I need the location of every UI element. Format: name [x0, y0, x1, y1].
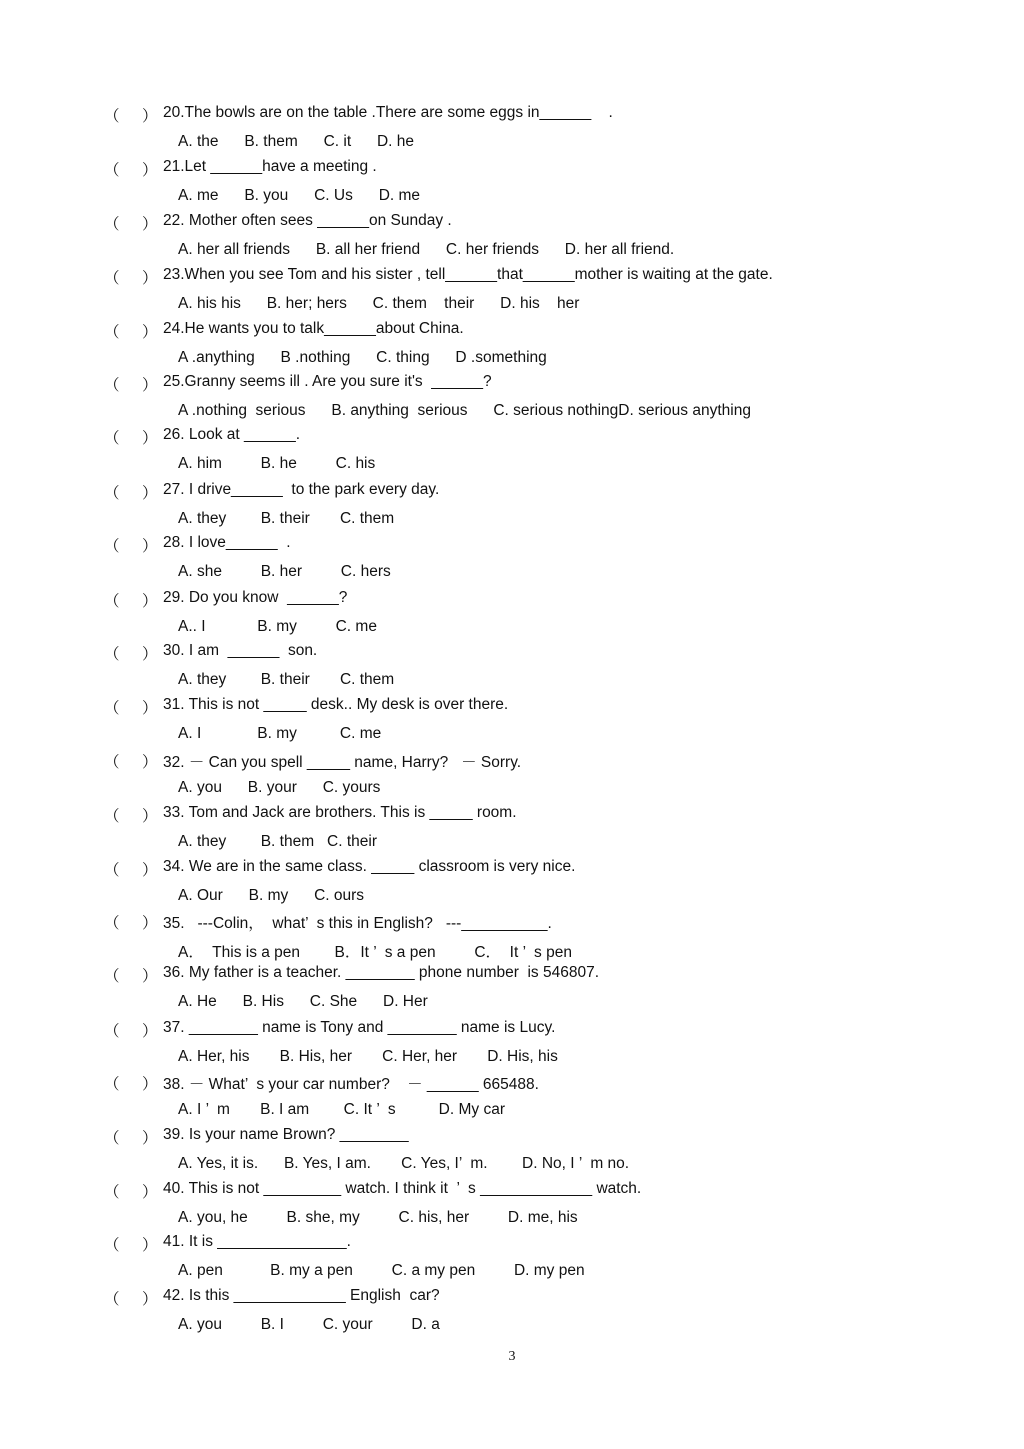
- question-stem: 34. We are in the same class. _____ classroom is very nice.: [163, 858, 576, 875]
- answer-paren-open: （: [104, 593, 120, 610]
- answer-paren-close: ）: [142, 485, 158, 502]
- answer-paren-open: （: [104, 162, 120, 179]
- question-options: A. you, he B. she, my C. his, her D. me, his: [178, 1209, 578, 1226]
- question-options: A.. I B. my C. me: [178, 618, 377, 635]
- answer-paren-open: （: [104, 1076, 120, 1093]
- question-options: A .anything B .nothing C. thing D .something: [178, 349, 547, 366]
- question-item: [0, 858, 1024, 912]
- answer-paren-open: （: [104, 377, 120, 394]
- question-options: A. Yes, it is. B. Yes, I am. C. Yes, I’ m. D. No, I ’ m no.: [178, 1155, 630, 1172]
- question-stem: 35. ---Colin， what’ s this in English? ---__________.: [163, 915, 552, 932]
- question-options: A. the B. them C. it D. he: [178, 133, 415, 150]
- question-item: [0, 104, 1024, 158]
- question-item: [0, 1180, 1024, 1234]
- question-options: A. pen B. my a pen C. a my pen D. my pen: [178, 1262, 585, 1279]
- answer-paren-open: （: [104, 1023, 120, 1040]
- question-item: [0, 911, 1024, 965]
- answer-paren-open: （: [104, 270, 120, 287]
- question-item: [0, 481, 1024, 535]
- question-options: A. I ’ m B. I am C. It ’ s D. My car: [178, 1101, 505, 1118]
- question-item: [0, 1072, 1024, 1126]
- answer-paren-close: ）: [142, 1023, 158, 1040]
- question-options: A. Our B. my C. ours: [178, 887, 365, 904]
- answer-paren-close: ）: [142, 1130, 158, 1147]
- question-stem: 29. Do you know ______?: [163, 589, 348, 606]
- answer-paren-open: （: [104, 1130, 120, 1147]
- question-stem: 40. This is not _________ watch. I think it ’ s _____________ watch.: [163, 1180, 642, 1197]
- question-stem: 25.Granny seems ill . Are you sure it's ______?: [163, 373, 492, 390]
- question-options: A． This is a pen B．It ’ s a pen C． It ’ s pen: [178, 944, 572, 961]
- answer-paren-close: ）: [142, 754, 158, 771]
- question-item: [0, 158, 1024, 212]
- question-item: [0, 964, 1024, 1018]
- question-item: [0, 534, 1024, 588]
- answer-paren-close: ）: [142, 270, 158, 287]
- answer-paren-open: （: [104, 430, 120, 447]
- question-stem: 36. My father is a teacher. ________ phone number is 546807.: [163, 964, 600, 981]
- answer-paren-open: （: [104, 324, 120, 341]
- question-item: [0, 1019, 1024, 1073]
- question-item: [0, 320, 1024, 374]
- question-options: A. you B. your C. yours: [178, 779, 381, 796]
- question-item: [0, 373, 1024, 427]
- answer-paren-open: （: [104, 1184, 120, 1201]
- question-options: A. him B. he C. his: [178, 455, 376, 472]
- question-stem: 37. ________ name is Tony and ________ name is Lucy.: [163, 1019, 556, 1036]
- answer-paren-open: （: [104, 968, 120, 985]
- question-item: [0, 696, 1024, 750]
- question-item: [0, 426, 1024, 480]
- answer-paren-close: ）: [142, 324, 158, 341]
- answer-paren-open: （: [104, 646, 120, 663]
- question-options: A. they B. them C. their: [178, 833, 377, 850]
- answer-paren-close: ）: [142, 862, 158, 879]
- question-item: [0, 804, 1024, 858]
- question-stem: 42. Is this _____________ English car?: [163, 1287, 440, 1304]
- question-options: A. me B. you C. Us D. me: [178, 187, 421, 204]
- question-item: [0, 266, 1024, 320]
- answer-paren-open: （: [104, 808, 120, 825]
- question-stem: 41. It is _______________.: [163, 1233, 351, 1250]
- page-number: 3: [508, 1349, 516, 1364]
- question-stem: 33. Tom and Jack are brothers. This is _____ room.: [163, 804, 517, 821]
- question-item: [0, 1287, 1024, 1341]
- question-stem: 31. This is not _____ desk.. My desk is over there.: [163, 696, 509, 713]
- question-options: A. Her, his B. His, her C. Her, her D. His, his: [178, 1048, 558, 1065]
- answer-paren-close: ）: [142, 430, 158, 447]
- answer-paren-close: ）: [142, 1184, 158, 1201]
- answer-paren-close: ）: [142, 808, 158, 825]
- question-item: [0, 212, 1024, 266]
- question-stem: 30. I am ______ son.: [163, 642, 318, 659]
- question-stem: 28. I love______ .: [163, 534, 291, 551]
- answer-paren-open: （: [104, 1291, 120, 1308]
- question-options: A. He B. His C. She D. Her: [178, 993, 428, 1010]
- question-stem: 32. － Can you spell _____ name, Harry? － Sorry.: [163, 754, 522, 771]
- question-item: [0, 589, 1024, 643]
- question-stem: 23.When you see Tom and his sister , tell______that______mother is waiting at the gate.: [163, 266, 773, 283]
- question-item: [0, 750, 1024, 804]
- answer-paren-close: ）: [142, 915, 158, 932]
- question-options: A. they B. their C. them: [178, 671, 395, 688]
- question-item: [0, 1126, 1024, 1180]
- question-stem: 22. Mother often sees ______on Sunday .: [163, 212, 452, 229]
- answer-paren-open: （: [104, 862, 120, 879]
- question-stem: 21.Let ______have a meeting .: [163, 158, 377, 175]
- answer-paren-open: （: [104, 1237, 120, 1254]
- answer-paren-open: （: [104, 700, 120, 717]
- question-stem: 39. Is your name Brown? ________: [163, 1126, 409, 1143]
- question-item: [0, 1233, 1024, 1287]
- answer-paren-close: ）: [142, 538, 158, 555]
- answer-paren-open: （: [104, 915, 120, 932]
- question-stem: 27. I drive______ to the park every day.: [163, 481, 440, 498]
- answer-paren-open: （: [104, 216, 120, 233]
- answer-paren-close: ）: [142, 1291, 158, 1308]
- answer-paren-close: ）: [142, 593, 158, 610]
- answer-paren-close: ）: [142, 108, 158, 125]
- question-stem: 20.The bowls are on the table .There are some eggs in______ .: [163, 104, 613, 121]
- question-item: [0, 642, 1024, 696]
- question-options: A. they B. their C. them: [178, 510, 395, 527]
- answer-paren-open: （: [104, 754, 120, 771]
- answer-paren-close: ）: [142, 646, 158, 663]
- question-options: A. she B. her C. hers: [178, 563, 391, 580]
- question-options: A. his his B. her; hers C. them their D. his her: [178, 295, 580, 312]
- answer-paren-close: ）: [142, 162, 158, 179]
- answer-paren-close: ）: [142, 1237, 158, 1254]
- answer-paren-close: ）: [142, 216, 158, 233]
- question-options: A. I B. my C. me: [178, 725, 382, 742]
- question-stem: 26. Look at ______.: [163, 426, 301, 443]
- question-stem: 24.He wants you to talk______about China.: [163, 320, 464, 337]
- answer-paren-close: ）: [142, 1076, 158, 1093]
- question-options: A. her all friends B. all her friend C. her friends D. her all friend.: [178, 241, 675, 258]
- answer-paren-open: （: [104, 538, 120, 555]
- answer-paren-close: ）: [142, 377, 158, 394]
- answer-paren-close: ）: [142, 700, 158, 717]
- question-options: A .nothing serious B. anything serious C. serious nothingD. serious anything: [178, 402, 751, 419]
- question-options: A. you B. I C. your D. a: [178, 1316, 440, 1333]
- answer-paren-close: ）: [142, 968, 158, 985]
- answer-paren-open: （: [104, 485, 120, 502]
- answer-paren-open: （: [104, 108, 120, 125]
- question-stem: 38. － What’ s your car number? － ______ 665488.: [163, 1076, 539, 1093]
